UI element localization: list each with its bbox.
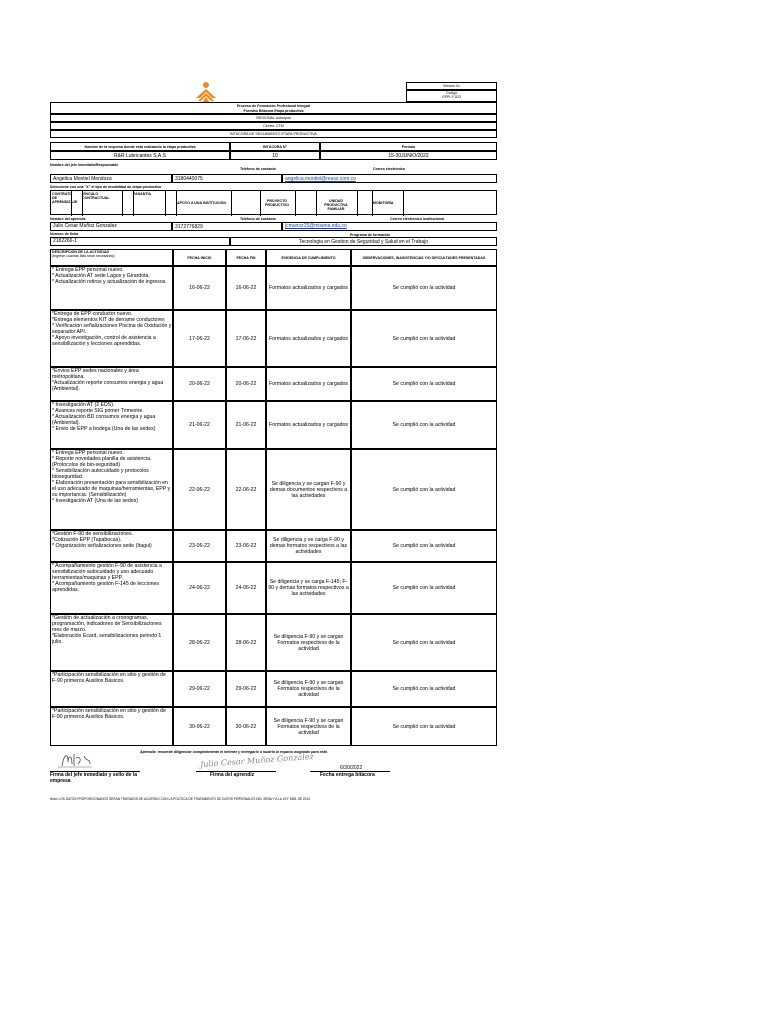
observation-cell[interactable]	[351, 530, 497, 562]
regional-band	[50, 114, 497, 122]
observation-cell[interactable]	[351, 614, 497, 671]
activity-text: *Participación sensibilización en sitio y gestión de F-90 primeros Auxilios Básicos.	[52, 708, 166, 720]
col-header-observations: OBSERVACIONES, INASISTENCIAS Y/O DIFICULTADES PRESENTADAS	[351, 249, 497, 266]
start-date-cell[interactable]	[173, 562, 226, 614]
observation-cell[interactable]	[351, 707, 497, 746]
data-policy-note: Nota: LOS DATOS PROPORCIONADOS SERÁN TRATADOS DE ACUERDO CON LA POLÍTICA DE TRATAMIENTO DE DATOS PERSONALES DEL SENA Y A LA LEY 1581 DE 2012.	[50, 797, 311, 801]
log-number-field[interactable]	[230, 151, 320, 160]
modality-option-contrato: CONTRATO DE APRENDIZAJE	[52, 192, 78, 204]
apprentice-phone: 3172776829	[175, 224, 203, 230]
activity-cell[interactable]	[50, 449, 173, 530]
start-date-cell[interactable]	[173, 530, 226, 562]
boss-email-field[interactable]	[282, 174, 497, 183]
version-box	[406, 82, 497, 90]
evidence-cell[interactable]	[266, 671, 351, 707]
boss-phone-label: Teléfono de contacto	[240, 167, 276, 171]
observation-text: Se cumplió con la actividad	[392, 639, 456, 646]
activity-cell[interactable]	[50, 401, 173, 449]
evidence-cell[interactable]	[266, 707, 351, 746]
boss-sig-label: Firma del jefe inmediato y sello de la empresa	[50, 772, 137, 784]
ficha-field[interactable]	[50, 237, 230, 246]
observation-cell[interactable]	[351, 671, 497, 707]
modality-checkbox-monitoria[interactable]	[403, 191, 414, 216]
end-date-cell[interactable]	[226, 449, 266, 530]
center-band	[50, 122, 497, 130]
boss-name-field[interactable]	[50, 174, 172, 183]
activity-text: * Acompañamiento gestión F-90 de asistencia a sensibilización autocuidado y uso adecuado herramientas/maquinas y EPP. * Acompañamiento gestión F-145 de lecciones aprendidas.	[52, 563, 162, 593]
logbook-sheet	[50, 80, 497, 805]
modality-checkbox-apoyo[interactable]	[231, 191, 261, 216]
start-date-text: 24-06-22	[189, 585, 210, 591]
code-value: GFPI-F-023	[442, 95, 461, 99]
end-date-text: 21-06-22	[235, 422, 257, 428]
activity-cell[interactable]	[50, 367, 173, 401]
reminder: Aprendiz: recuerde diligenciar completamente el informe y entregarlo o subirlo al espacio asignado para este.	[140, 750, 328, 754]
activity-text: * Entrega EPP personal nuevo. * Actualización AT sede Lagos y Girardota. * Actualización retiros y actualización de ingresos.	[52, 267, 167, 285]
modality-checkbox-pasantia[interactable]	[165, 191, 177, 216]
col-header-evidence: EVIDENCIA DE CUMPLIMIENTO	[266, 249, 351, 266]
period-field[interactable]	[320, 151, 497, 160]
evidence-text: Formatos actualizados y cargados	[268, 422, 348, 428]
evidence-cell[interactable]	[266, 562, 351, 614]
format-title: Formato Bitácora Etapa productiva	[243, 109, 304, 113]
activity-cell[interactable]	[50, 614, 173, 671]
start-date-cell[interactable]	[173, 614, 226, 671]
end-date-text: 30-06-22	[235, 723, 257, 730]
end-date-cell[interactable]	[226, 707, 266, 746]
regional: REGIONAL Antioquia	[256, 116, 291, 120]
end-date-text: 24-06-22	[235, 585, 257, 591]
start-date-text: 23-06-22	[189, 543, 210, 549]
start-date-cell[interactable]	[173, 310, 226, 367]
title-band	[50, 102, 497, 114]
apprentice-name: Julio Cesar Muñoz Gonzalez	[53, 223, 117, 229]
evidence-text: Se diligencia y se carga F-145; F-90 y demas formatos respectivos a las actividades	[268, 579, 349, 597]
start-date-text: 17-06-22	[189, 335, 210, 342]
code-box	[406, 90, 497, 102]
modality-row	[50, 190, 497, 215]
form-title: BITÁCORA DE SEGUIMIENTO ETAPA PRODUCTIVA	[230, 132, 317, 136]
evidence-text: Se diligencia F-90 y se cargan Formatos respectivos de la actividad	[273, 633, 344, 652]
observation-text: Se cumplió con la actividad	[392, 543, 456, 549]
end-date-text: 28-06-22	[235, 639, 257, 646]
end-date-text: 16-06-22	[235, 285, 257, 291]
modality-checkbox-unidad[interactable]	[357, 191, 373, 216]
end-date-cell[interactable]	[226, 614, 266, 671]
apprentice-phone-field[interactable]	[172, 222, 282, 231]
boss-email[interactable]: angelica.montiel@reuss.com.co	[285, 176, 356, 182]
modality-checkbox-proyecto[interactable]	[295, 191, 317, 216]
activity-cell[interactable]	[50, 266, 173, 310]
modality-option-pasantia: PASANTÍA	[133, 192, 152, 196]
activity-cell[interactable]	[50, 310, 173, 367]
boss-email-label: Correo electrónico	[373, 167, 405, 171]
observation-text: Se cumplió con la actividad	[392, 686, 456, 692]
start-date-text: 30-06-22	[189, 723, 210, 730]
activity-text: *Envios EPP sedes nacionales y área metropolitana. *Actualización reporte consumos energia y agua (Ambiental).	[52, 368, 164, 392]
apprentice-email-field[interactable]	[282, 222, 497, 231]
evidence-text: Formatos actualizados y cargados	[268, 335, 348, 342]
company-name: R&R Lubricantes S.A.S	[114, 153, 166, 159]
end-date-cell[interactable]	[226, 530, 266, 562]
form-title-band	[50, 130, 497, 138]
end-date-cell[interactable]	[226, 562, 266, 614]
center: Centro: CTM	[263, 124, 284, 128]
end-date-cell[interactable]	[226, 266, 266, 310]
end-date-cell[interactable]	[226, 367, 266, 401]
apprentice-email[interactable]: jcmunoz15@misena.edu.co	[285, 223, 347, 229]
boss-signature-stamp	[56, 750, 94, 770]
ficha: 2182266-1	[53, 238, 77, 244]
start-date-text: 29-06-22	[189, 686, 210, 692]
date-label: Fecha entrega bitácora	[320, 772, 375, 778]
activity-text: *Entrega de EPP conductor nuevo. *Entrega elementos KIT de derrame conductores * Verificación señalizaciones Piscina de Oxidación y separador API. * Apoyo investigación, control de asistencia a sensibilización y lecciones aprendidas.	[52, 311, 172, 347]
evidence-cell[interactable]	[266, 367, 351, 401]
evidence-cell[interactable]	[266, 614, 351, 671]
evidence-cell[interactable]	[266, 401, 351, 449]
version-label: Versión 01	[443, 84, 460, 88]
start-date-text: 20-06-22	[189, 381, 210, 387]
evidence-text: Formatos actualizados y cargados	[268, 381, 348, 387]
activity-cell[interactable]	[50, 530, 173, 562]
log-number: 10	[272, 153, 278, 159]
apprentice-email-label: Correo electrónico institucional	[390, 217, 445, 221]
code-label: Código	[445, 91, 458, 95]
apprentice-name-field[interactable]	[50, 222, 172, 231]
modality-option-proyecto: PROYECTO PRODUCTIVO	[265, 199, 289, 207]
start-date-cell[interactable]	[173, 671, 226, 707]
program-field[interactable]	[230, 237, 497, 246]
observation-cell[interactable]	[351, 310, 497, 367]
boss-name: Angelica Montiel Mendoza	[53, 176, 112, 182]
modality-option-unidad: UNIDAD PRODUCTIVA FAMILIAR	[324, 199, 348, 211]
activity-text: *Gestión F-90 de sensibilizaciones. *Cotización EPP (Tapabocas). * Organización señalizaciones sede (Itagui)	[52, 531, 152, 549]
col-header-end: FECHA FIN	[226, 249, 266, 266]
modality-option-vinculo: VÍNCULO CONTRACTUAL	[82, 192, 110, 200]
end-date-text: 17-06-22	[235, 335, 257, 342]
start-date-cell[interactable]	[173, 401, 226, 449]
evidence-text: Formatos actualizados y cargados	[268, 285, 348, 291]
col-header-activity: DESCRIPCIÓN DE LA ACTIVIDAD (Ingrese cuantas filas sean necesarias)	[50, 249, 173, 266]
observation-cell[interactable]	[351, 562, 497, 614]
end-date-text: 23-06-22	[235, 543, 257, 549]
activity-cell[interactable]	[50, 707, 173, 746]
end-date-text: 29-06-22	[235, 686, 257, 692]
modality-option-apoyo: APOYO A UNA INSTITUCIÓN	[177, 201, 226, 205]
evidence-cell[interactable]	[266, 449, 351, 530]
activity-text: *Participación sensibilización en sitio y gestión de F-90 primeros Auxilios Básicos.	[52, 672, 166, 684]
end-date-cell[interactable]	[226, 401, 266, 449]
end-date-cell[interactable]	[226, 310, 266, 367]
activity-text: *Gestión de actualización a cronogramas, programación, indicadores de Sensibilizaciones mes de marzo. *Elaboración Ecard, sensibilizaciones periodo 1 julio.	[52, 615, 162, 645]
activity-cell[interactable]	[50, 562, 173, 614]
boss-phone: 3180440075	[175, 176, 203, 182]
start-date-cell[interactable]	[173, 367, 226, 401]
period-header: Periodo	[320, 142, 497, 151]
program: Tecnologia en Gestion de Seguridad y Salud en el Trabajo	[299, 239, 428, 245]
evidence-text: Se diligencia F-90 y se cargan Formatos respectivos de la actividad	[273, 717, 344, 736]
observation-text: Se cumplió con la actividad	[392, 381, 456, 387]
apprentice-sig-label: Firma del aprendiz	[210, 772, 255, 778]
start-date-text: 28-06-22	[189, 639, 210, 646]
observation-cell[interactable]	[351, 401, 497, 449]
start-date-text: 22-06-22	[189, 486, 210, 493]
period: 15-30JUNIO/2022	[388, 153, 429, 159]
observation-cell[interactable]	[351, 449, 497, 530]
process-title: Proceso de Formación Profesional Integral	[236, 104, 311, 108]
boss-label: Nombre del jefe inmediato/Responsable	[50, 163, 119, 167]
end-date-text: 22-06-22	[235, 486, 257, 493]
evidence-text: Se diligencia F-90 y se cargan Formatos respectivos de la actividad	[273, 680, 344, 698]
evidence-cell[interactable]	[266, 266, 351, 310]
log-number-header: BITÁCORA N°	[230, 142, 320, 151]
evidence-text: Se diligencia y se cargan F-90 y demas documentos respectivos a las actividades	[269, 480, 348, 499]
observation-text: Se cumplió con la actividad	[392, 285, 456, 291]
observation-cell[interactable]	[351, 367, 497, 401]
observation-cell[interactable]	[351, 266, 497, 310]
apprentice-phone-label: Teléfono de contacto	[240, 217, 276, 221]
evidence-cell[interactable]	[266, 530, 351, 562]
activity-text: * Investigación AT (2 EDS). * Avances reporte SIG primer Trimestre. * Actualización BD consumos energia y agua (Ambiental). * Envio de EPP a bodega (Una de las sedes)	[52, 402, 156, 432]
activity-text: * Entrega EPP personal nuevo. * Reporte novedades planilla de asistencia. (Protocolos de bio-seguridad) * Sensibilización autocuidado y protocolos bioseguridad. * Elaboración presentación para sensibilización en el uso adecuado de maquinas/herramientas, EPP y su importancia. (Sensibilización) * Investigación AT (Una de las sedes)	[52, 450, 171, 504]
start-date-text: 16-06-22	[189, 285, 210, 291]
start-date-text: 21-06-22	[189, 422, 210, 428]
observation-text: Se cumplió con la actividad	[392, 585, 456, 591]
col-header-start: FECHA INICIO	[173, 249, 226, 266]
end-date-text: 20-06-22	[235, 381, 257, 387]
start-date-cell[interactable]	[173, 266, 226, 310]
company-header: Nombre de la empresa donde está realizando la etapa productiva	[50, 142, 230, 151]
program-label: Programa de formación	[350, 233, 391, 237]
observation-text: Se cumplió con la actividad	[392, 422, 456, 428]
observation-text: Se cumplió con la actividad	[392, 486, 456, 493]
start-date-cell[interactable]	[173, 707, 226, 746]
modality-option-monitoria: MONITORÍA	[373, 201, 394, 205]
company-name-field[interactable]	[50, 151, 230, 160]
end-date-cell[interactable]	[226, 671, 266, 707]
apprentice-signature: Julio Cesar Muñoz Gonzalez	[199, 752, 315, 769]
evidence-text: Se diligencia y se carga F-90 y demas formatos respectivos a las actividades	[269, 537, 348, 555]
observation-text: Se cumplió con la actividad	[392, 723, 456, 730]
evidence-cell[interactable]	[266, 310, 351, 367]
activity-cell[interactable]	[50, 671, 173, 707]
start-date-cell[interactable]	[173, 449, 226, 530]
delivery-date: 6/30/2022	[340, 765, 363, 771]
ficha-label: Número de ficha	[50, 232, 79, 236]
boss-phone-field[interactable]	[172, 174, 282, 183]
apprentice-name-label: Nombre del aprendiz	[50, 217, 86, 221]
modality-prompt: Seleccione con una "X" el tipo de modalidad de etapa productiva	[50, 185, 162, 189]
observation-text: Se cumplió con la actividad	[392, 335, 456, 342]
